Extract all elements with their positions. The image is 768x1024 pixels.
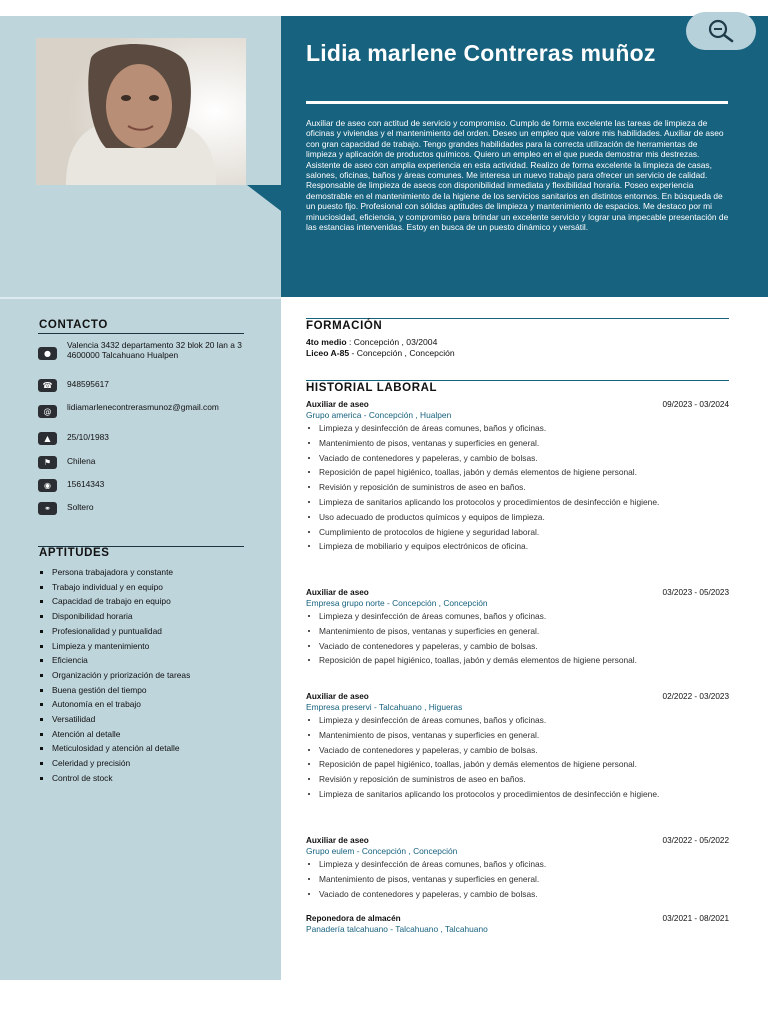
job-task: Limpieza y desinfección de áreas comunes, baños y oficinas. xyxy=(306,423,729,433)
job-location: - Talcahuano , Higueras xyxy=(371,702,463,712)
job-task: Vaciado de contenedores y papeleras, y cambio de bolsas. xyxy=(306,745,729,755)
education-section-title: FORMACIÓN xyxy=(306,320,383,332)
contact-email-text[interactable]: lidiamarlenecontrerasmunoz@gmail.com xyxy=(67,402,219,412)
sidebar-divider xyxy=(0,297,281,299)
job-location: - Concepción , Concepción xyxy=(384,598,488,608)
job-task: Limpieza de sanitarios aplicando los protocolos y procedimientos de desinfección e higiene. xyxy=(306,497,729,507)
job-task: Vaciado de contenedores y papeleras, y cambio de bolsas. xyxy=(306,889,729,899)
job-task: Cumplimiento de protocolos de higiene y seguridad laboral. xyxy=(306,527,729,537)
marital-status-icon: ⚭ xyxy=(38,502,57,515)
contact-address xyxy=(38,340,247,360)
contact-nationality xyxy=(38,456,247,469)
profile-summary: Auxiliar de aseo con actitud de servicio y compromiso. Cumplo de forma excelente las tareas de limpieza de oficinas y viviendas y el mantenimiento del orden. Deseo un empleo que valore mis habilidades. Auxiliar de aseo con gran capacidad de trabajo. Tengo grandes habilidades para la correcta utilización de herramientas de limpieza y aplicación de productos químicos. Quiero un empleo en el que pueda demostrar mis destrezas. Asistente de aseo con amplia experiencia en esta actividad. Realizo de forma excelente la limpieza de casas, salones, oficinas, baños y áreas comunes. Me interesa un nuevo trabajo para ofrecer un servicio de calidad. Responsable de limpieza de aseos con disponibilidad inmediata y flexibilidad horaria. Poseo experiencia demostrable en el mantenimiento de la higiene de los servicios sanitarios en distintos entornos. En búsqueda de un puesto fijo. Profesional con sólidas aptitudes de limpieza y mantenimiento de espacios. Me destaco por mi minuciosidad, eficiencia, y compromiso para brindar un excelente servicio y lograr una impecable presentación de las estancias intervenidas. Estoy en busca de un puesto dinámico y versátil. xyxy=(306,118,729,233)
job-task: Mantenimiento de pisos, ventanas y superficies en general. xyxy=(306,874,729,884)
job-task-list xyxy=(306,611,729,665)
job-task: Revisión y reposición de suministros de aseo en baños. xyxy=(306,774,729,784)
contact-marital-status xyxy=(38,502,247,515)
job-company: Grupo eulem xyxy=(306,846,355,856)
job-company: Empresa grupo norte xyxy=(306,598,385,608)
job-task: Mantenimiento de pisos, ventanas y superficies en general. xyxy=(306,438,729,448)
contact-marital-status-text: Soltero xyxy=(67,502,94,512)
contact-birth-date xyxy=(38,432,247,445)
job-task: Limpieza y desinfección de áreas comunes, baños y oficinas. xyxy=(306,611,729,621)
job-task: Vaciado de contenedores y papeleras, y cambio de bolsas. xyxy=(306,453,729,463)
job-company: Grupo america xyxy=(306,410,362,420)
work-section-title: HISTORIAL LABORAL xyxy=(306,382,438,394)
skills-section-rule xyxy=(38,546,244,547)
id-card-icon: ◉ xyxy=(38,479,57,492)
skill-item: Disponibilidad horaria xyxy=(38,609,190,624)
skill-item: Meticulosidad y atención al detalle xyxy=(38,741,190,756)
job-company: Empresa preservi xyxy=(306,702,372,712)
skill-item: Versatilidad xyxy=(38,712,190,727)
candidate-name: Lidia marlene Contreras muñoz xyxy=(306,40,656,66)
job-task: Mantenimiento de pisos, ventanas y superficies en general. xyxy=(306,730,729,740)
birth-date-icon: ▲ xyxy=(38,432,57,445)
job-task: Reposición de papel higiénico, toallas, jabón y demás elementos de higiene personal. xyxy=(306,655,729,665)
job-task-list xyxy=(306,715,729,799)
education-section-rule xyxy=(306,318,729,319)
skill-item: Limpieza y mantenimiento xyxy=(38,639,190,654)
education-details: : Concepción , 03/2004 xyxy=(346,337,438,347)
job-task: Limpieza y desinfección de áreas comunes, baños y oficinas. xyxy=(306,715,729,725)
profile-photo xyxy=(36,38,246,185)
phone-icon: ☎ xyxy=(38,379,57,392)
contact-birth-date-text: 25/10/1983 xyxy=(67,432,109,442)
job-dates: 03/2021 - 08/2021 xyxy=(662,914,729,923)
location-pin-icon: ● xyxy=(38,347,57,360)
education-degree: Liceo A-85 xyxy=(306,348,350,358)
skill-item: Trabajo individual y en equipo xyxy=(38,580,190,595)
job-task: Reposición de papel higiénico, toallas, jabón y demás elementos de higiene personal. xyxy=(306,759,729,769)
education-item xyxy=(306,337,437,348)
contact-phone xyxy=(38,379,247,392)
job-title: Auxiliar de aseo xyxy=(306,836,369,845)
job-task: Limpieza y desinfección de áreas comunes, baños y oficinas. xyxy=(306,859,729,869)
job-dates: 02/2022 - 03/2023 xyxy=(662,692,729,701)
job-task: Uso adecuado de productos químicos y equipos de limpieza. xyxy=(306,512,729,522)
job-dates: 03/2022 - 05/2022 xyxy=(662,836,729,845)
skill-item: Atención al detalle xyxy=(38,727,190,742)
job-title: Auxiliar de aseo xyxy=(306,588,369,597)
name-underline xyxy=(306,101,728,104)
job-task: Revisión y reposición de suministros de aseo en baños. xyxy=(306,482,729,492)
job-task: Vaciado de contenedores y papeleras, y cambio de bolsas. xyxy=(306,641,729,651)
job-entry xyxy=(306,692,729,804)
job-task-list xyxy=(306,859,729,899)
education-item xyxy=(306,348,455,359)
job-task-list xyxy=(306,423,729,551)
job-company: Panadería talcahuano xyxy=(306,924,388,934)
work-section-rule xyxy=(306,380,729,381)
job-location: - Concepción , Concepción xyxy=(354,846,458,856)
job-task: Limpieza de sanitarios aplicando los protocolos y procedimientos de desinfección e higiene. xyxy=(306,789,729,799)
skill-item: Eficiencia xyxy=(38,653,190,668)
job-task: Reposición de papel higiénico, toallas, jabón y demás elementos de higiene personal. xyxy=(306,467,729,477)
education-details: - Concepción , Concepción xyxy=(349,348,455,358)
skill-item: Control de stock xyxy=(38,771,190,786)
job-dates: 03/2023 - 05/2023 xyxy=(662,588,729,597)
job-dates: 09/2023 - 03/2024 xyxy=(662,400,729,409)
job-entry xyxy=(306,914,729,935)
job-title: Reponedora de almacén xyxy=(306,914,401,923)
skill-item: Buena gestión del tiempo xyxy=(38,683,190,698)
education-degree: 4to medio xyxy=(306,337,347,347)
job-title: Auxiliar de aseo xyxy=(306,400,369,409)
contact-phone-text: 948595617 xyxy=(67,379,109,389)
job-location: - Concepción , Hualpen xyxy=(361,410,452,420)
job-title: Auxiliar de aseo xyxy=(306,692,369,701)
skill-item: Organización y priorización de tareas xyxy=(38,668,190,683)
contact-nationality-text: Chilena xyxy=(67,456,96,466)
skill-item: Autonomía en el trabajo xyxy=(38,697,190,712)
skills-section-title: APTITUDES xyxy=(39,547,110,559)
skill-item: Profesionalidad y puntualidad xyxy=(38,624,190,639)
job-entry xyxy=(306,400,729,556)
job-task: Mantenimiento de pisos, ventanas y superficies en general. xyxy=(306,626,729,636)
contact-id xyxy=(38,479,247,492)
nationality-flag-icon: ⚑ xyxy=(38,456,57,469)
skill-item: Capacidad de trabajo en equipo xyxy=(38,594,190,609)
skills-list xyxy=(38,565,190,786)
contact-email xyxy=(38,402,243,418)
contact-section-rule xyxy=(38,333,244,334)
job-entry xyxy=(306,836,729,903)
job-location: - Talcahuano , Talcahuano xyxy=(387,924,488,934)
skill-item: Celeridad y precisión xyxy=(38,756,190,771)
skill-item: Persona trabajadora y constante xyxy=(38,565,190,580)
job-entry xyxy=(306,588,729,670)
job-task: Limpieza de mobiliario y equipos electrónicos de oficina. xyxy=(306,541,729,551)
contact-id-text: 15614343 xyxy=(67,479,105,489)
contact-address-text: Valencia 3432 departamento 32 blok 20 lan a 3 4600000 Talcahuano Hualpen xyxy=(67,340,242,360)
email-icon: @ xyxy=(38,405,57,418)
contact-section-title: CONTACTO xyxy=(39,319,108,331)
